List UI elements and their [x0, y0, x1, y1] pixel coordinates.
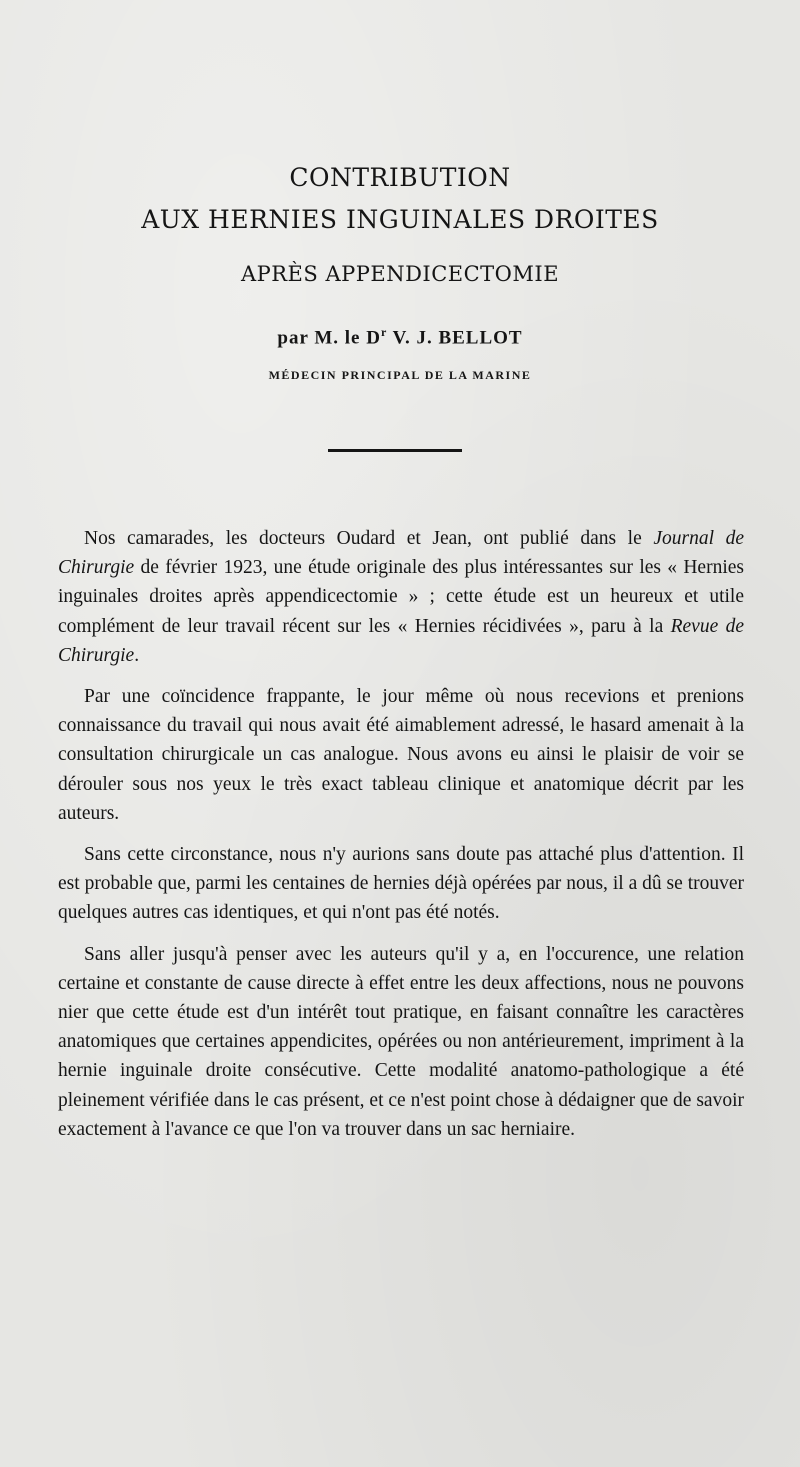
- title-line-3: APRÈS APPENDICECTOMIE: [240, 262, 560, 286]
- title-line-2: AUX HERNIES INGUINALES DROITES: [141, 205, 659, 234]
- author-role: MÉDECIN PRINCIPAL DE LA MARINE: [268, 368, 532, 382]
- author-prefix: par M. le D: [277, 327, 381, 349]
- journal-title: Journal de Chirurgie: [58, 528, 744, 579]
- article-body: [58, 524, 744, 1156]
- p1-text-a: Nos camarades, les docteurs Oudard et Jean, ont publié dans le: [84, 528, 654, 549]
- author-line: [0, 325, 800, 349]
- revue-title: Revue de Chirurgie: [58, 615, 744, 666]
- paragraph-1: [58, 524, 744, 670]
- author-name: V. J. BELLOT: [387, 327, 523, 349]
- paragraph-4: Sans aller jusqu'à penser avec les auteurs qu'il y a, en l'occurence, une relation certaine et constante de cause directe à effet entre les deux affections, nous ne pouvons nier que cette étude est d'un intérêt tout pratique, en faisant connaître les caractères anatomiques que certaines appendicites, opérées ou non antérieurement, impriment à la hernie inguinale droite consécutive. Cette modalité anatomo-pathologique a été pleinement vérifiée dans le cas présent, et ce n'est point chose à dédaigner que de savoir exactement à l'avance ce que l'on va trouver dans un sac herniaire.: [58, 943, 744, 1140]
- p1-text-c: .: [134, 644, 140, 666]
- paragraph-3: Sans cette circonstance, nous n'y aurions sans doute pas attaché plus d'attention. Il est probable que, parmi les centaines de hernies déjà opérées par nous, il a dû se trouver quelques autres cas identiques, et qui n'ont pas été notés.: [58, 844, 744, 924]
- author-title-sup: r: [380, 325, 388, 339]
- title-line-1: CONTRIBUTION: [289, 163, 511, 192]
- p1-text-b: de février 1923, une étude originale des plus intéressantes sur les « Hernies inguinales droites après appendicectomie » ; cette étude est un heureux et utile complément de leur travail récent sur les « Hernies récidivées », paru à la: [58, 557, 744, 637]
- separator-rule: [328, 449, 462, 452]
- paragraph-2: Par une coïncidence frappante, le jour même où nous recevions et prenions connaissance du travail qui nous avait été aimablement adressé, le hasard amenait à la consultation chirurgicale un cas analogue. Nous avons eu ainsi le plaisir de voir se dérouler sous nos yeux le très exact tableau clinique et anatomique décrit par les auteurs.: [58, 686, 744, 824]
